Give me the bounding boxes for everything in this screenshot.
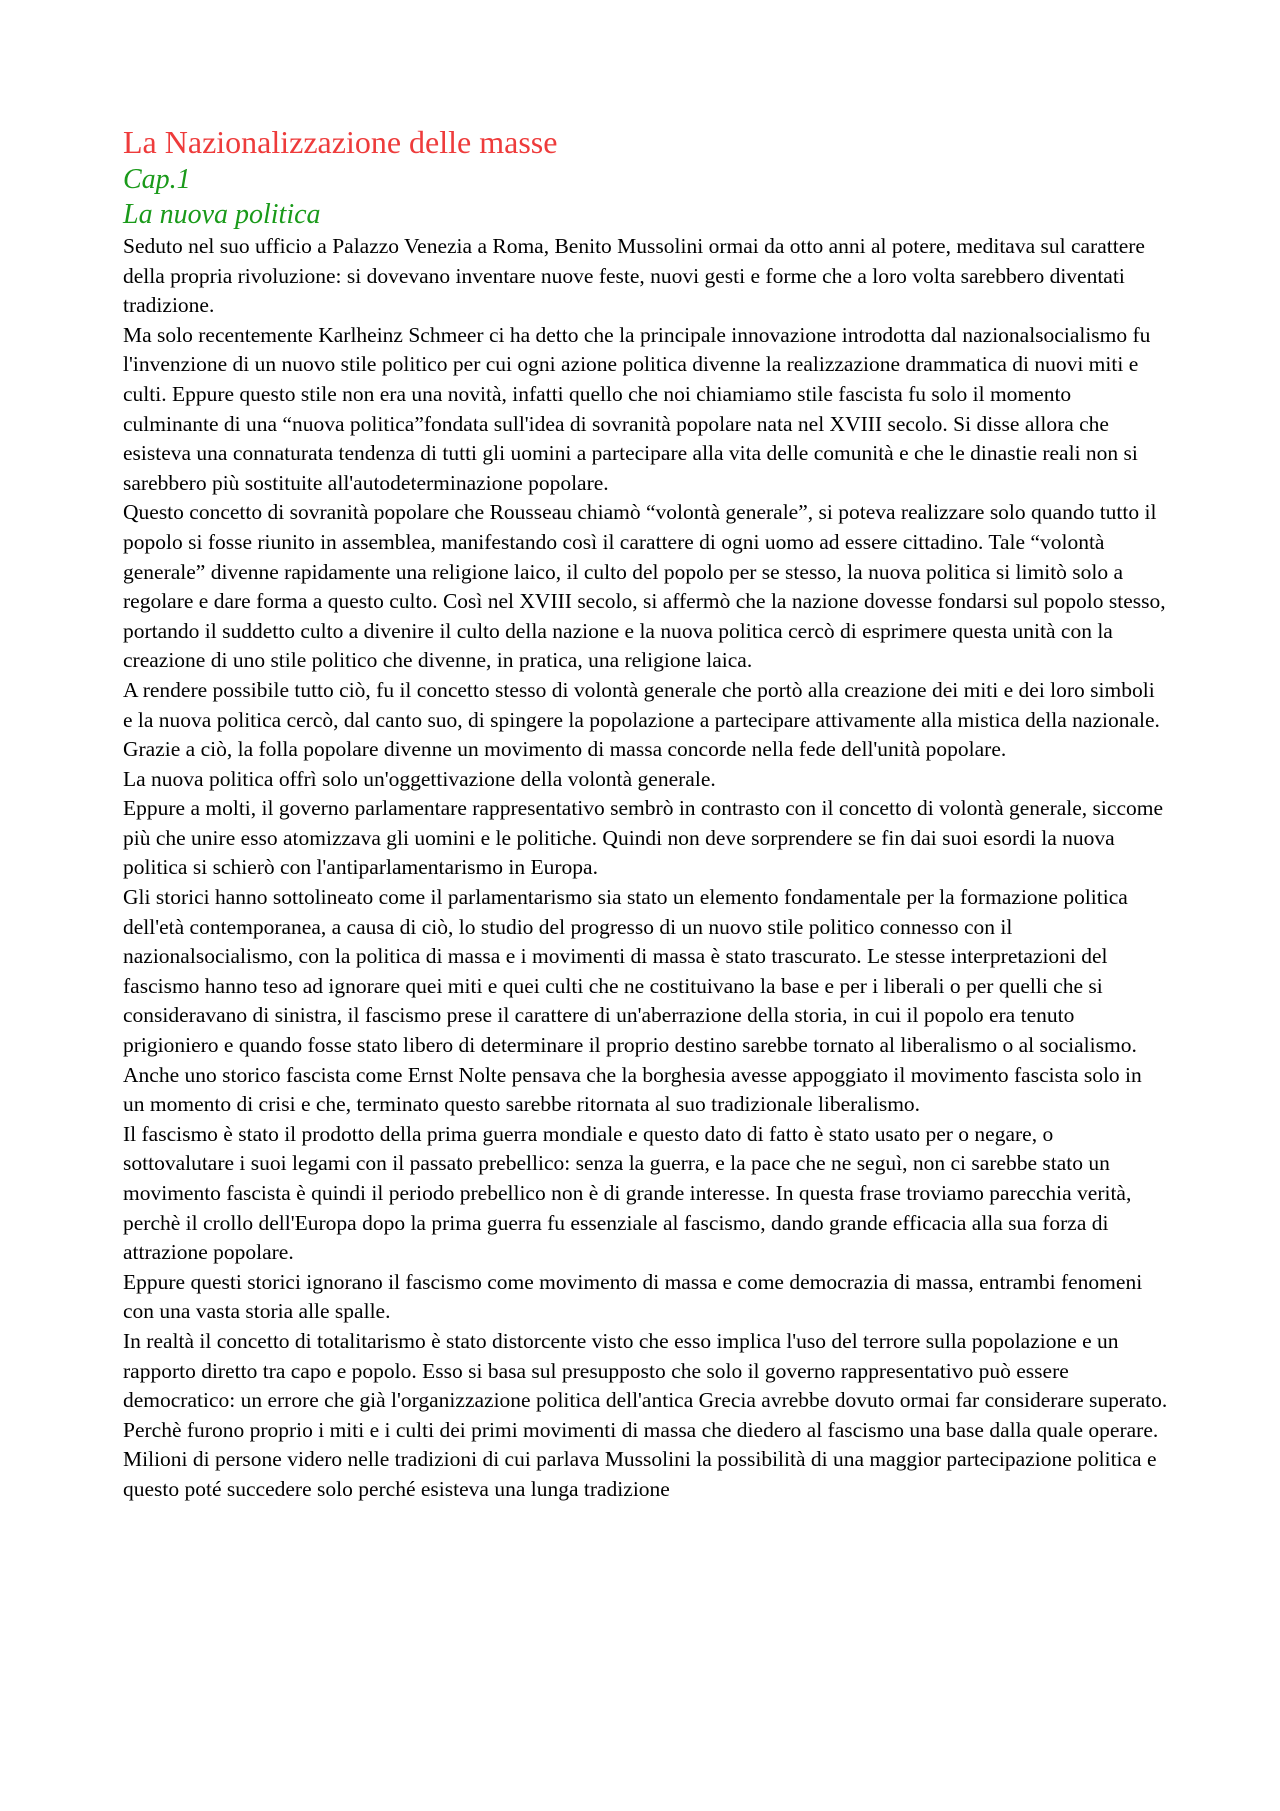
document-title: La Nazionalizzazione delle masse bbox=[123, 124, 558, 160]
paragraph: Ma solo recentemente Karlheinz Schmeer ci ha detto che la principale innovazione introdotta dal nazionalsocialismo fu l'invenzione di un nuovo stile politico per cui ogni azione politica divenne la realizzazione drammatica di nuovi miti e culti. Eppure questo stile non era una novità, infatti quello che noi chiamiamo stile fascista fu solo il momento culminante di una “nuova politica”fondata sull'idea di sovranità popolare nata nel XVIII secolo. Si disse allora che esisteva una connaturata tendenza di tutti gli uomini a partecipare alla vita delle comunità e che le dinastie reali non si sarebbero più sostituite all'autodeterminazione popolare. bbox=[123, 322, 1151, 495]
paragraph: Seduto nel suo ufficio a Palazzo Venezia a Roma, Benito Mussolini ormai da otto anni al potere, meditava sul carattere della propria rivoluzione: si dovevano inventare nuove feste, nuovi gesti e forme che a loro volta sarebbero diventati tradizione. bbox=[123, 234, 1145, 318]
body-text bbox=[123, 232, 1168, 1505]
paragraph: Gli storici hanno sottolineato come il parlamentarismo sia stato un elemento fondamentale per la formazione politica dell'età contemporanea, a causa di ciò, lo studio del progresso di un nuovo stile politico connesso con il nazionalsocialismo, con la politica di massa e i movimenti di massa è stato trascurato. Le stesse interpretazioni del fascismo hanno teso ad ignorare quei miti e quei culti che ne costituivano la base e per i liberali o per quelli che si consideravano di sinistra, il fascismo prese il carattere di un'aberrazione della storia, in cui il popolo era tenuto prigioniero e quando fosse stato libero di determinare il proprio destino sarebbe tornato al liberalismo o al socialismo. bbox=[123, 885, 1137, 1058]
paragraph: In realtà il concetto di totalitarismo è stato distorcente visto che esso implica l'uso del terrore sulla popolazione e un rapporto diretto tra capo e popolo. Esso si basa sul presupposto che solo il governo rappresentativo può essere democratico: un errore che già l'organizzazione politica dell'antica Grecia avrebbe dovuto ormai far considerare superato. Perchè furono proprio i miti e i culti dei primi movimenti di massa che diedero al fascismo una base dalla quale operare. bbox=[123, 1328, 1168, 1442]
paragraph: Anche uno storico fascista come Ernst Nolte pensava che la borghesia avesse appoggiato il movimento fascista solo in un momento di crisi e che, terminato questo sarebbe ritornata al suo tradizionale liberalismo. bbox=[123, 1062, 1142, 1117]
chapter-label: Cap.1 bbox=[123, 164, 191, 195]
paragraph: A rendere possibile tutto ciò, fu il concetto stesso di volontà generale che portò alla creazione dei miti e dei loro simboli e la nuova politica cercò, dal canto suo, di spingere la popolazione a partecipare attivamente alla mistica della nazionale. Grazie a ciò, la folla popolare divenne un movimento di massa concorde nella fede dell'unità popolare. bbox=[123, 677, 1160, 762]
paragraph: Milioni di persone videro nelle tradizioni di cui parlava Mussolini la possibilità di una maggior partecipazione politica e questo poté succedere solo perché esisteva una lunga tradizione bbox=[123, 1447, 1157, 1501]
paragraph: Eppure a molti, il governo parlamentare rappresentativo sembrò in contrasto con il concetto di volontà generale, siccome più che unire esso atomizzava gli uomini e le politiche. Quindi non deve sorprendere se fin dai suoi esordi la nuova politica si schierò con l'antiparlamentarismo in Europa. bbox=[123, 796, 1163, 880]
document-page bbox=[123, 122, 1168, 1505]
paragraph: La nuova politica offrì solo un'oggettivazione della volontà generale. bbox=[123, 766, 716, 791]
paragraph: Eppure questi storici ignorano il fascismo come movimento di massa e come democrazia di massa, entrambi fenomeni con una vasta storia alle spalle. bbox=[123, 1269, 1143, 1324]
section-title: La nuova politica bbox=[123, 199, 321, 230]
paragraph: Il fascismo è stato il prodotto della prima guerra mondiale e questo dato di fatto è stato usato per o negare, o sottovalutare i suoi legami con il passato prebellico: senza la guerra, e la pace che ne seguì, non ci sarebbe stato un movimento fascista è quindi il periodo prebellico non è di grande interesse. In questa frase troviamo parecchia verità, perchè il crollo dell'Europa dopo la prima guerra fu essenziale al fascismo, dando grande efficacia alla sua forza di attrazione popolare. bbox=[123, 1121, 1132, 1265]
paragraph: Questo concetto di sovranità popolare che Rousseau chiamò “volontà generale”, si poteva realizzare solo quando tutto il popolo si fosse riunito in assemblea, manifestando così il carattere di ogni uomo ad essere cittadino. Tale “volontà generale” divenne rapidamente una religione laico, il culto del popolo per se stesso, la nuova politica si limitò solo a regolare e dare forma a questo culto. Così nel XVIII secolo, si affermò che la nazione dovesse fondarsi sul popolo stesso, portando il suddetto culto a divenire il culto della nazione e la nuova politica cercò di esprimere questa unità con la creazione di uno stile politico che divenne, in pratica, una religione laica. bbox=[123, 500, 1166, 673]
